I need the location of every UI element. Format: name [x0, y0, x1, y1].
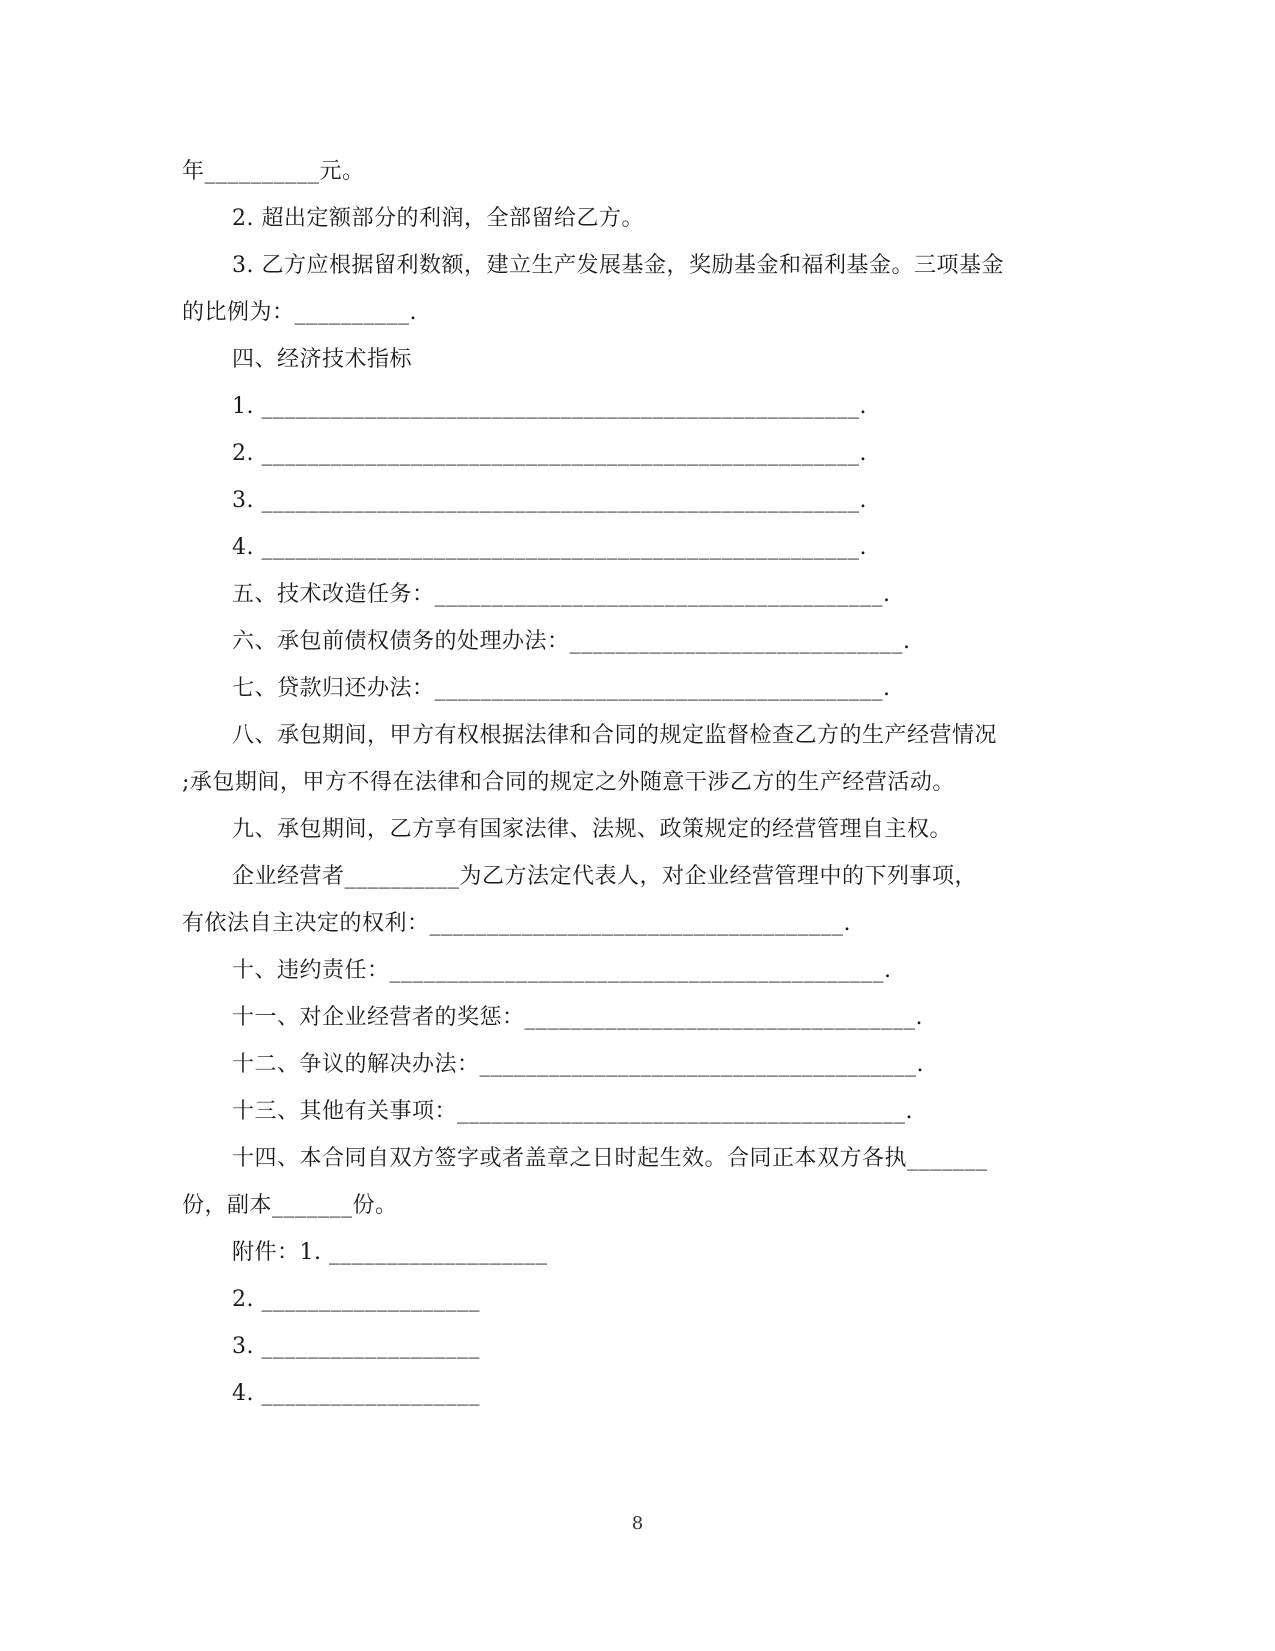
text-line: 企业经营者__________为乙方法定代表人，对企业经营管理中的下列事项， [232, 864, 978, 889]
text-line: 的比例为：__________. [182, 300, 417, 325]
page-number: 8 [631, 1513, 644, 1534]
text-line: 份，副本_______份。 [182, 1193, 398, 1218]
text-line: 十二、争议的解决办法：______________________________________. [232, 1052, 924, 1077]
text-line: ;承包期间，甲方不得在法律和合同的规定之外随意干涉乙方的生产经营活动。 [182, 770, 955, 795]
text-line: 八、承包期间，甲方有权根据法律和合同的规定监督检查乙方的生产经营情况 [232, 723, 998, 748]
text-line: 3. ____________________________________________________. [232, 488, 867, 513]
text-line: 十四、本合同自双方签字或者盖章之日时起生效。合同正本双方各执_______ [232, 1146, 988, 1171]
text-line: 十一、对企业经营者的奖惩：__________________________________. [232, 1005, 923, 1030]
text-line: 有依法自主决定的权利：____________________________________. [182, 911, 851, 936]
text-line: 2. ___________________ [232, 1287, 480, 1312]
text-line: 2. ____________________________________________________. [232, 441, 867, 466]
text-line: 3. 乙方应根据留利数额，建立生产发展基金，奖励基金和福利基金。三项基金 [232, 253, 1004, 278]
text-line: 五、技术改造任务：_______________________________________. [232, 582, 891, 607]
section-heading: 四、经济技术指标 [232, 347, 413, 372]
text-line: 2. 超出定额部分的利润，全部留给乙方。 [232, 206, 644, 231]
text-line: 十三、其他有关事项：_______________________________________. [232, 1099, 913, 1124]
text-line: 4. ___________________ [232, 1381, 480, 1406]
text-line: 年__________元。 [182, 159, 365, 184]
text-line: 4. ____________________________________________________. [232, 535, 867, 560]
text-line: 附件：1. ___________________ [232, 1240, 548, 1265]
text-line: 十、违约责任：___________________________________________. [232, 958, 892, 983]
text-line: 六、承包前债权债务的处理办法：_____________________________. [232, 629, 911, 654]
text-line: 七、贷款归还办法：_______________________________________. [232, 676, 891, 701]
text-line: 1. ____________________________________________________. [232, 394, 867, 419]
text-line: 九、承包期间，乙方享有国家法律、法规、政策规定的经营管理自主权。 [232, 817, 953, 842]
text-line: 3. ___________________ [232, 1334, 480, 1359]
